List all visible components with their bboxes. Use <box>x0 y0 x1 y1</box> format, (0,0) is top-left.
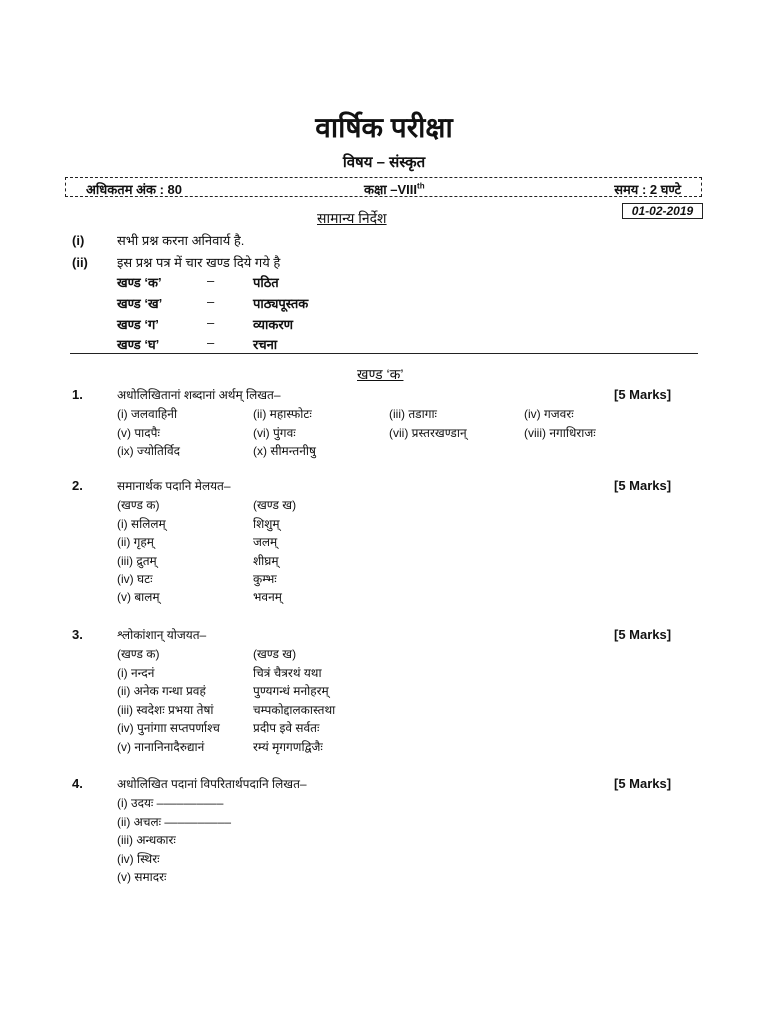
word-item: (ii) महास्फोटः <box>253 407 312 421</box>
question-number: 4. <box>72 776 83 791</box>
section-desc: पठित <box>253 275 279 290</box>
instruction-number: (i) <box>72 233 85 248</box>
class-info <box>364 180 425 198</box>
question-number: 1. <box>72 387 83 402</box>
exam-info-box <box>65 177 702 197</box>
question-number: 2. <box>72 478 83 493</box>
exam-title: वार्षिक परीक्षा <box>315 112 453 143</box>
section-dash: – <box>207 315 215 330</box>
section-name: खण्ड ‘ख’ <box>117 296 163 311</box>
word-item: (viii) नगाधिराजः <box>524 426 596 440</box>
section-dash: – <box>207 294 215 309</box>
match-left: (iv) पुनांगाा सप्तपर्णाश्च <box>117 721 220 735</box>
question-text: अधोलिखितानां शब्दानां अर्थम् लिखत– <box>117 388 281 402</box>
section-dash: – <box>207 335 215 350</box>
match-right: भवनम् <box>253 590 282 604</box>
match-left: (ii) अनेक गन्धा प्रवहं <box>117 684 206 698</box>
max-marks: अधिकतम अंक : 80 <box>86 182 183 197</box>
question-text: समानार्थक पदानि मेलयत– <box>117 479 231 493</box>
match-right: रम्यं मृगगणद्विजैः <box>253 740 323 754</box>
match-right: जलम् <box>253 535 278 549</box>
word-item: (iv) गजवरः <box>524 407 574 421</box>
section-desc: व्याकरण <box>253 317 294 332</box>
question-number: 3. <box>72 627 83 642</box>
divider <box>70 353 698 354</box>
subject-line: विषय – संस्कृत <box>342 154 426 171</box>
match-left: (v) बालम् <box>117 590 160 604</box>
section-desc: रचना <box>253 337 278 352</box>
word-item: (vii) प्रस्तरखण्डान् <box>389 426 467 440</box>
section-name: खण्ड ‘घ’ <box>117 337 160 352</box>
question-marks: [5 Marks] <box>614 478 672 493</box>
section-name: खण्ड ‘ग’ <box>117 317 159 332</box>
question-marks: [5 Marks] <box>614 627 672 642</box>
match-right: प्रदीप इवे सर्वतः <box>253 721 320 735</box>
section-dash: – <box>207 273 215 288</box>
instruction-text: सभी प्रश्न करना अनिवार्य है. <box>117 233 245 248</box>
question-text: अधोलिखित पदानां विपरितार्थपदानि लिखत– <box>117 777 307 791</box>
section-name: खण्ड ‘क’ <box>117 275 162 290</box>
antonym-item: (i) उदयः –––––––––– <box>117 796 224 810</box>
match-left: (i) सलिलम् <box>117 517 166 531</box>
word-item: (iii) तडागाः <box>389 407 437 421</box>
antonym-item: (iii) अन्धकारः <box>117 833 176 847</box>
word-item: (v) पादपैः <box>117 426 160 440</box>
antonym-item: (v) समादरः <box>117 870 167 884</box>
word-item: (vi) पुंगवः <box>253 426 296 440</box>
antonym-item: (ii) अचलः –––––––––– <box>117 815 232 829</box>
instruction-text: इस प्रश्न पत्र में चार खण्ड दिये गये है <box>117 255 281 270</box>
class-label: कक्षा –VIII <box>364 182 418 197</box>
question-marks: [5 Marks] <box>614 776 672 791</box>
question-marks: [5 Marks] <box>614 387 672 402</box>
section-desc: पाठ्यपूस्तक <box>253 296 309 311</box>
match-right: कुम्भः <box>253 572 277 586</box>
match-right: शिशुम् <box>253 517 280 531</box>
word-item: (i) जलवाहिनी <box>117 407 178 421</box>
column-header: (खण्ड क) <box>117 498 160 512</box>
instructions-heading: सामान्य निर्देश <box>317 210 387 226</box>
match-left: (v) नानानिनादैरुद्यानं <box>117 740 205 754</box>
word-item: (x) सीमन्तनीषु <box>253 444 316 458</box>
column-header: (खण्ड ख) <box>253 498 297 512</box>
match-left: (iii) द्रुतम् <box>117 554 157 568</box>
question-text: श्लोकांशान् योजयत– <box>117 628 207 642</box>
match-left: (i) नन्दनं <box>117 666 155 680</box>
instruction-number: (ii) <box>72 255 88 270</box>
column-header: (खण्ड ख) <box>253 647 297 661</box>
section-a-heading: खण्ड ‘क’ <box>357 366 404 382</box>
word-item: (ix) ज्योतिर्विद <box>117 444 181 458</box>
match-right: शीघ्रम् <box>253 554 279 568</box>
match-right: चित्रं चैत्ररथं यथा <box>253 666 322 680</box>
exam-date: 01-02-2019 <box>622 203 703 219</box>
match-right: चम्पकोद्दालकास्तथा <box>253 703 336 717</box>
antonym-item: (iv) स्थिरः <box>117 852 160 866</box>
match-left: (iii) स्वदेशः प्रभया तेषां <box>117 703 214 717</box>
time-allowed: समय : 2 घण्टे <box>614 182 681 197</box>
match-right: पुण्यगन्धं मनोहरम् <box>253 684 329 698</box>
match-left: (iv) घटः <box>117 572 153 586</box>
class-suffix: th <box>417 181 425 191</box>
match-left: (ii) गृहम् <box>117 535 154 549</box>
column-header: (खण्ड क) <box>117 647 160 661</box>
